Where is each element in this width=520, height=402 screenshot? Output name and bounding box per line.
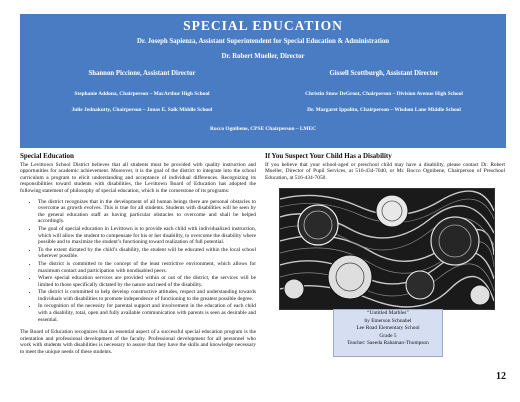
chairperson-division-avenue: Christin Snow DeGroot, Chairperson – Division Avenue High School	[305, 91, 463, 97]
chairperson-wisdom-lane: Dr. Margaret Ippolito, Chairperson – Wisdom Lane Middle School	[307, 107, 461, 113]
artwork-grade: Grade 5	[379, 332, 397, 339]
page-number: 12	[496, 371, 506, 382]
artwork-caption	[333, 309, 443, 357]
artwork-artist: by Emerson Schnabel	[364, 317, 412, 324]
artwork-teacher: Teacher: Saeeda Rahaman-Thompson	[347, 340, 429, 347]
assistant-director-left: Shannon Piccione, Assistant Director	[88, 70, 196, 77]
header-banner	[20, 14, 506, 148]
chairperson-macarthur: Stephanie Addona, Chairperson – MacArthur High School	[74, 91, 210, 97]
closing-paragraph: The Board of Education recognizes that an essential aspect of a successful special education program is the orientation and professional development of the faculty. Professional development for all personnel who work with students with disabilities is necessary to assure that they have the skills and knowledge necessary to meet the unique needs of these students.	[20, 329, 256, 356]
page-title: SPECIAL EDUCATION	[183, 18, 343, 33]
section-heading: If You Suspect Your Child Has a Disability	[265, 152, 392, 160]
list-item: • To the extent dictated by the child’s disability, the student will be educated within the local school wherever possible.	[38, 247, 256, 260]
assistant-superintendent: Dr. Joseph Sapienza, Assistant Superintendent for Special Education & Administration	[136, 38, 390, 45]
intro-paragraph: The Levittown School District believes that all students must be provided with quality instruction and opportunities for academic achievement. Moreover, it is the goal of the district to integrate into the school curriculum a program to elicit understanding and acceptance of individual differences. Recognizing its responsibilities toward students with disabilities, the Levittown Board of Education has adopted the following statement of philosophy of special education, which is the cornerstone of its programs:	[20, 161, 256, 194]
marbles-artwork	[279, 188, 495, 310]
contact-paragraph: If you believe that your school-aged or preschool child may have a disability, please contact Dr. Robert Mueller, Director of Pupil Services, at 516-434-7040, or Mr. Rocco Ognibene, Chairperson of Preschool Education, at 516-434-7050.	[265, 161, 505, 181]
chairperson-salk: Julie Jednakutty, Chairperson – Jonas E. Salk Middle School	[71, 107, 213, 113]
special-education-section	[20, 153, 256, 356]
disability-section	[265, 153, 505, 181]
assistant-director-right: Gissell Scottburgh, Assistant Director	[329, 70, 439, 77]
cpse-chairperson: Rocco Ognibene, CPSE Chairperson – LMEC	[209, 126, 317, 132]
list-item: • In recognition of the necessity for parental support and involvement in the education of each child with a disability, total, open and fully available communication with parents is seen as desirable and essential.	[38, 303, 256, 323]
director: Dr. Robert Mueller, Director	[221, 53, 305, 60]
artwork-school: Lee Road Elementary School	[356, 325, 420, 332]
list-item: • Where special education services are provided within or out of the district, the services will be limited to those specifically dictated by the nature and need of the disability.	[38, 275, 256, 288]
list-item: • The district recognizes that in the development of all human beings there are personal obstacles to overcome as growth evolves. This is true for all students. Students with disabilities will be seen by the general education staff as having particular obstacles to overcome and shall be helped accordingly.	[38, 199, 256, 225]
list-item: • The goal of special education in Levittown is to provide each child with individualized instruction, which will allow the student to compensate for his or her disability, to overcome the disability where possible and to maximize the student’s functioning toward realization of full potential.	[38, 226, 256, 246]
artwork-title: “Untitled Marbles”	[367, 310, 409, 316]
philosophy-list	[20, 199, 256, 324]
list-item: • The district is committed to help develop constructive attitudes, respect and understanding towards individuals with disabilities to promote independence of functioning to the greatest possible degree.	[38, 289, 256, 302]
section-heading: Special Education	[20, 152, 74, 160]
list-item: • The district is committed to the concept of the least restrictive environment, which allows for maximum contact and participation with nondisabled peers.	[38, 261, 256, 274]
marbles-illustration	[280, 189, 494, 309]
